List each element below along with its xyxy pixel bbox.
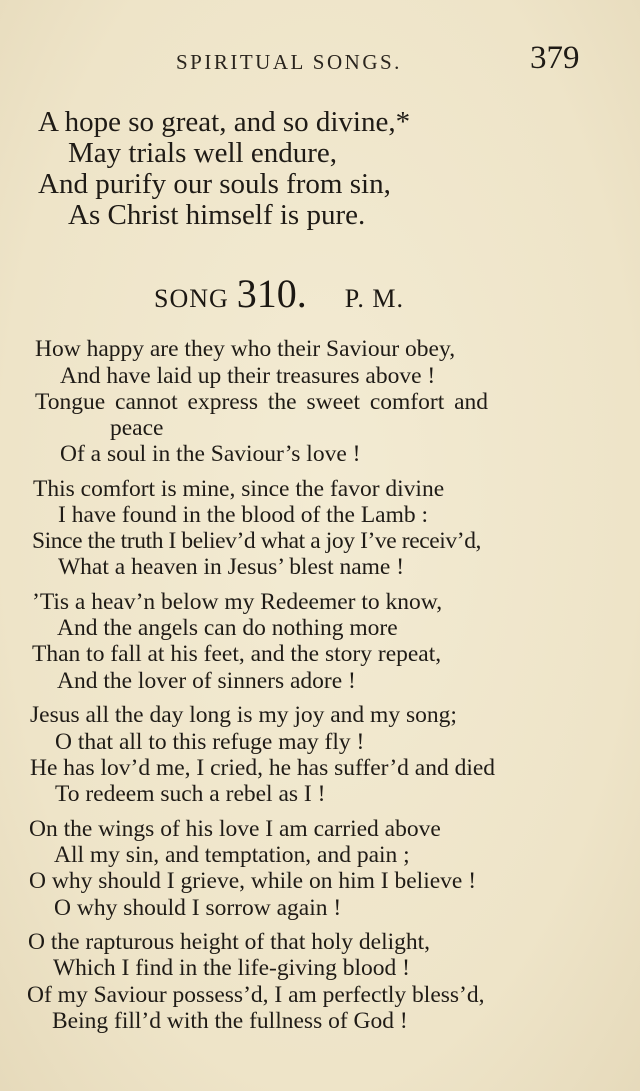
stanza-line: And the angels can do nothing more <box>57 615 398 641</box>
stanza-line: Of my Saviour possess’d, I am perfectly bless’d, <box>27 982 485 1008</box>
stanza-line: How happy are they who their Saviour obey, <box>35 336 456 362</box>
prev-stanza-line: And purify our souls from sin, <box>38 168 391 200</box>
stanza-line: Which I find in the life-giving blood ! <box>53 955 410 981</box>
stanza-line: What a heaven in Jesus’ blest name ! <box>58 554 405 580</box>
song-number: 310. <box>236 271 307 316</box>
prev-stanza-line: As Christ himself is pure. <box>68 199 366 231</box>
song-label: SONG <box>154 284 229 313</box>
stanza-line: ’Tis a heav’n below my Redeemer to know, <box>32 589 443 615</box>
stanza-line: I have found in the blood of the Lamb : <box>58 502 429 528</box>
stanza-line: Of a soul in the Saviour’s love ! <box>60 441 361 467</box>
stanza-line: He has lov’d me, I cried, he has suffer’d and died <box>30 755 496 781</box>
stanza-line: And have laid up their treasures above ! <box>60 363 436 389</box>
stanza-line: O why should I grieve, while on him I believe ! <box>29 868 477 894</box>
stanza-line: Than to fall at his feet, and the story repeat, <box>32 641 442 667</box>
stanza-line: Jesus all the day long is my joy and my song; <box>30 702 457 728</box>
stanza-line: Since the truth I believ’d what a joy I’ve receiv’d, <box>32 528 482 554</box>
stanza-line: To redeem such a rebel as I ! <box>55 781 326 807</box>
stanza-line: All my sin, and temptation, and pain ; <box>54 842 410 868</box>
prev-stanza-line: A hope so great, and so divine,* <box>38 106 411 138</box>
prev-stanza-line: May trials well endure, <box>68 137 337 169</box>
stanza-line: And the lover of sinners adore ! <box>57 668 356 694</box>
stanza-line: This comfort is mine, since the favor divine <box>33 476 445 502</box>
song-meter: P. M. <box>344 284 404 313</box>
stanza-line: peace <box>110 415 164 441</box>
stanza-line: Being fill’d with the fullness of God ! <box>52 1008 408 1034</box>
running-title: SPIRITUAL SONGS. <box>176 50 402 74</box>
stanza-line: O that all to this refuge may fly ! <box>55 729 365 755</box>
stanza-line: O the rapturous height of that holy delight, <box>28 929 431 955</box>
stanza-line: O why should I sorrow again ! <box>54 895 342 921</box>
page-number: 379 <box>530 40 580 76</box>
song-heading <box>154 270 404 317</box>
stanza-line: Tongue cannot express the sweet comfort and <box>35 389 489 415</box>
stanza-line: On the wings of his love I am carried above <box>29 816 441 842</box>
